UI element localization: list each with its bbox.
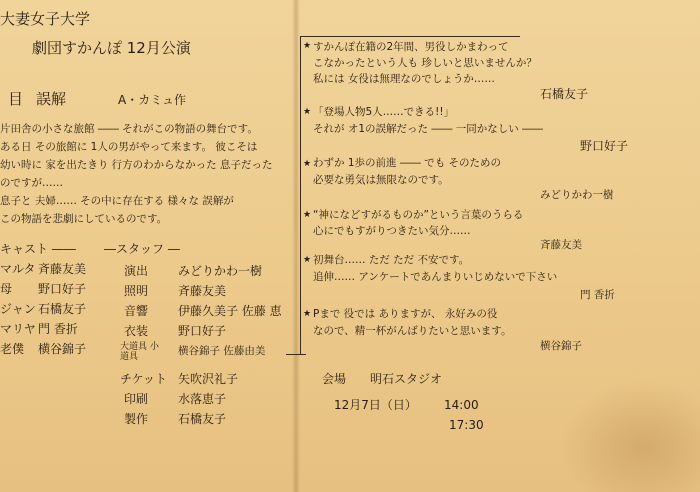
synopsis-line-4: のですが…… <box>0 177 63 189</box>
bullet-star-icon: ★ <box>303 309 312 319</box>
cast-role: マリヤ <box>0 322 36 336</box>
bullet-star-icon: ★ <box>303 107 312 117</box>
synopsis-line-6: この物語を悲劇にしているのです。 <box>0 213 168 225</box>
cast-actor: 門 香折 <box>38 322 78 336</box>
comment-line: 必要な勇気は無限なのです。 <box>313 174 449 186</box>
staff-role: 印刷 <box>124 392 149 406</box>
comment-line: 心にでもすがりつきたい気分…… <box>313 225 471 237</box>
cast-role: 母 <box>0 282 13 296</box>
staff-name: 横谷錦子 佐藤由美 <box>178 345 266 357</box>
play-title-prefix: 目 <box>8 90 24 108</box>
comment-line: なので、精一杯がんばりたいと思います。 <box>313 325 512 337</box>
box-left-rule <box>300 36 301 354</box>
staff-role: チケット <box>120 372 167 386</box>
cast-actor: 斉藤友美 <box>38 262 87 276</box>
synopsis-line-3: 幼い時に 家を出たきり 行方のわからなかった 息子だった <box>0 159 273 171</box>
comment-line: すかんぽ在籍の2年間、男役しかまわって <box>313 41 509 53</box>
staff-role: 製作 <box>124 412 149 426</box>
comment-author: 横谷錦子 <box>540 340 582 352</box>
performance-date: 12月7日（日） <box>334 398 417 412</box>
cast-actor: 野口好子 <box>38 282 87 296</box>
comment-line: 「登場人物5人……できる!!」 <box>313 106 455 118</box>
synopsis-line-5: 息子と 夫婦…… その中に存在する 様々な 誤解が <box>0 195 234 207</box>
comment-line: それが オ1の誤解だった ―― 一同かなしい ―― <box>313 123 544 135</box>
paper-stain <box>560 380 700 492</box>
staff-role: 演出 <box>124 264 149 278</box>
comment-line: 追伸…… アンケートであんまりいじめないで下さい <box>313 271 558 283</box>
staff-role: 音響 <box>124 304 149 318</box>
performance-time: 17:30 <box>449 418 484 432</box>
staff-name: 野口好子 <box>178 324 227 338</box>
synopsis-line-1: 片田舎の小さな旅館 ―― それがこの物語の舞台です。 <box>0 123 258 135</box>
bullet-star-icon: ★ <box>303 159 312 169</box>
staff-name: 斉藤友美 <box>178 284 227 298</box>
staff-name: 伊藤久美子 佐藤 恵 <box>178 304 282 318</box>
comment-author: 門 香折 <box>580 289 615 301</box>
comment-author: みどりかわ一樹 <box>540 189 614 201</box>
cast-role: マルタ <box>0 262 36 276</box>
bullet-star-icon: ★ <box>303 210 312 220</box>
fold-line <box>292 0 300 492</box>
cast-actor: 横谷錦子 <box>38 342 87 356</box>
venue-label: 会場 <box>322 372 347 386</box>
box-bottom-tick <box>286 354 306 355</box>
staff-name: 水落恵子 <box>178 392 227 406</box>
venue-name: 明石スタジオ <box>370 372 443 386</box>
synopsis-line-2: ある日 その旅館に 1人の男がやって来ます。 彼こそは <box>0 141 258 153</box>
performance-title: 劇団すかんぽ 12月公演 <box>32 39 191 57</box>
comment-line: こなかったという人も 珍しいと思いませんか？ <box>313 57 537 69</box>
bullet-star-icon: ★ <box>303 41 312 51</box>
staff-heading: ―スタッフ ― <box>104 242 180 256</box>
play-title: 誤解 <box>36 90 67 108</box>
comment-line: わずか 1歩の前進 ―― でも そのための <box>313 157 502 169</box>
box-top-rule <box>300 36 520 37</box>
staff-role: 大道具 小道具 <box>120 342 159 363</box>
bullet-star-icon: ★ <box>303 255 312 265</box>
performance-time: 14:00 <box>444 398 479 412</box>
staff-role: 衣装 <box>124 324 149 338</box>
cast-heading: キャスト ―― <box>0 242 76 256</box>
author: A・カミュ作 <box>118 93 186 107</box>
staff-role: 照明 <box>124 284 149 298</box>
comment-author: 野口好子 <box>580 139 629 153</box>
comment-line: Pまで 役では ありますが、 永好みの役 <box>313 308 498 320</box>
comment-author: 石橋友子 <box>540 87 589 101</box>
cast-role: ジャン <box>0 302 36 316</box>
staff-name: 矢吹沢礼子 <box>178 372 239 386</box>
staff-name: 石橋友子 <box>178 412 227 426</box>
cast-actor: 石橋友子 <box>38 302 87 316</box>
comment-author: 斉藤友美 <box>540 239 582 251</box>
comment-line: “神になどすがるものか”という言葉のうらる <box>313 209 524 221</box>
comment-line: 私には 女役は無理なのでしょうか…… <box>313 73 495 85</box>
cast-role: 老僕 <box>0 342 25 356</box>
staff-name: みどりかわ一樹 <box>178 264 263 278</box>
comment-line: 初舞台…… ただ ただ 不安です。 <box>313 254 470 266</box>
university-name: 大妻女子大学 <box>0 10 91 28</box>
